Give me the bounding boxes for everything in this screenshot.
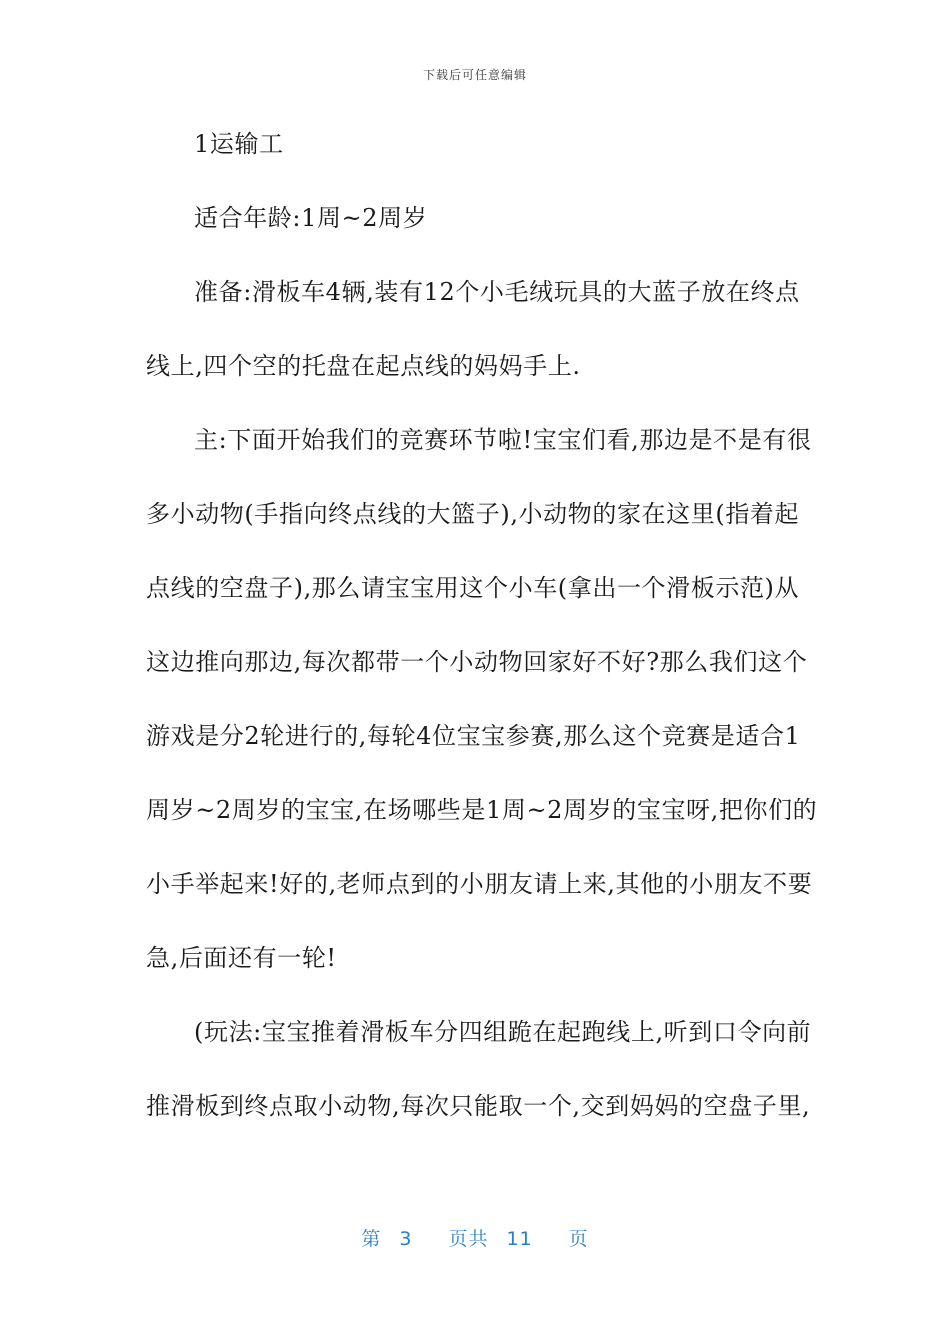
paragraph-line: 点线的空盘子),那么请宝宝用这个小车(拿出一个滑板示范)从 [146,574,800,602]
footer-middle: 页共 [448,1228,489,1250]
paragraph-line: 适合年龄:1周~2周岁 [194,204,428,232]
paragraph-line: (玩法:宝宝推着滑板车分四组跪在起跑线上,听到口令向前 [194,1018,812,1046]
paragraph-line: 多小动物(手指向终点线的大篮子),小动物的家在这里(指着起 [146,500,800,528]
paragraph-line: 周岁~2周岁的宝宝,在场哪些是1周~2周岁的宝宝呀,把你们的 [146,796,818,824]
document-body [146,122,818,1158]
section-heading: 1运输工 [194,130,284,158]
current-page-number: 3 [399,1228,413,1250]
page-footer [0,1224,950,1251]
paragraph-line: 急,后面还有一轮! [146,944,337,972]
header-note: 下载后可任意编辑 [422,68,527,82]
footer-prefix: 第 [361,1228,382,1250]
total-pages-number: 11 [506,1228,533,1250]
footer-suffix: 页 [568,1228,589,1250]
paragraph-line: 线上,四个空的托盘在起点线的妈妈手上. [146,352,581,380]
paragraph-line: 推滑板到终点取小动物,每次只能取一个,交到妈妈的空盘子里, [146,1092,811,1120]
paragraph-line: 准备:滑板车4辆,装有12个小毛绒玩具的大蓝子放在终点 [194,278,800,306]
paragraph-line: 主:下面开始我们的竞赛环节啦!宝宝们看,那边是不是有很 [194,426,812,454]
paragraph-line: 游戏是分2轮进行的,每轮4位宝宝参赛,那么这个竞赛是适合1 [146,722,801,750]
paragraph-line: 这边推向那边,每次都带一个小动物回家好不好?那么我们这个 [146,648,808,676]
paragraph-line: 小手举起来!好的,老师点到的小朋友请上来,其他的小朋友不要 [146,870,813,898]
